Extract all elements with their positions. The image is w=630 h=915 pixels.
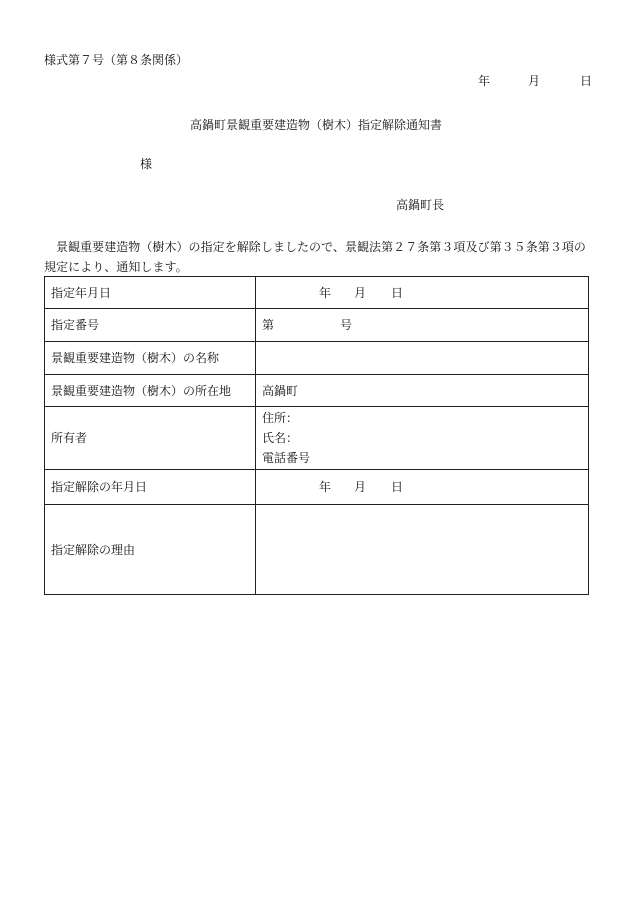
revocation-date-day: 日: [391, 480, 404, 494]
revocation-date-month: 月: [354, 480, 367, 494]
row-label: 指定番号: [45, 309, 256, 342]
details-table: [44, 276, 589, 595]
recipient-suffix: 様: [140, 157, 153, 171]
structure-location-cell[interactable]: 高鍋町: [256, 375, 589, 407]
designation-date-month: 月: [354, 285, 367, 300]
row-label: 指定年月日: [45, 277, 256, 309]
row-label: 指定解除の年月日: [45, 470, 256, 505]
designation-number-prefix: 第: [262, 318, 275, 332]
table-row: [45, 342, 589, 375]
designation-date-day: 日: [391, 285, 404, 300]
table-row: [45, 505, 589, 595]
row-label: 景観重要建造物（樹木）の所在地: [45, 375, 256, 407]
table-row: [45, 309, 589, 342]
issuer-name: 高鍋町長: [396, 198, 445, 212]
owner-cell[interactable]: [256, 407, 589, 470]
form-number: 様式第７号（第８条関係）: [44, 53, 189, 67]
issue-date-year: 年: [478, 74, 491, 88]
designation-date-cell[interactable]: [256, 277, 589, 309]
table-row: [45, 470, 589, 505]
table-row: [45, 277, 589, 309]
document-title: 高鍋町景観重要建造物（樹木）指定解除通知書: [190, 118, 443, 132]
owner-address-label: 住所：: [262, 411, 299, 425]
table-row: [45, 375, 589, 407]
table-row: [45, 407, 589, 470]
row-label: 所有者: [45, 407, 256, 470]
row-label: 指定解除の理由: [45, 505, 256, 595]
body-text: 景観重要建造物（樹木）の指定を解除しましたので、景観法第２７条第３項及び第３５条第３項の規定により、通知します。: [44, 240, 586, 274]
revocation-date-year: 年: [319, 480, 332, 494]
designation-number-cell[interactable]: [256, 309, 589, 342]
row-label: 景観重要建造物（樹木）の名称: [45, 342, 256, 375]
structure-name-cell[interactable]: [256, 342, 589, 375]
revocation-date-cell[interactable]: [256, 470, 589, 505]
designation-date-year: 年: [319, 285, 332, 300]
owner-name-label: 氏名：: [262, 431, 299, 445]
issue-date: [478, 73, 592, 89]
issue-date-day: 日: [580, 74, 593, 88]
issue-date-month: 月: [528, 74, 541, 88]
designation-number-suffix: 号: [340, 318, 353, 332]
owner-phone-label: 電話番号: [262, 451, 311, 465]
revocation-reason-cell[interactable]: [256, 505, 589, 595]
